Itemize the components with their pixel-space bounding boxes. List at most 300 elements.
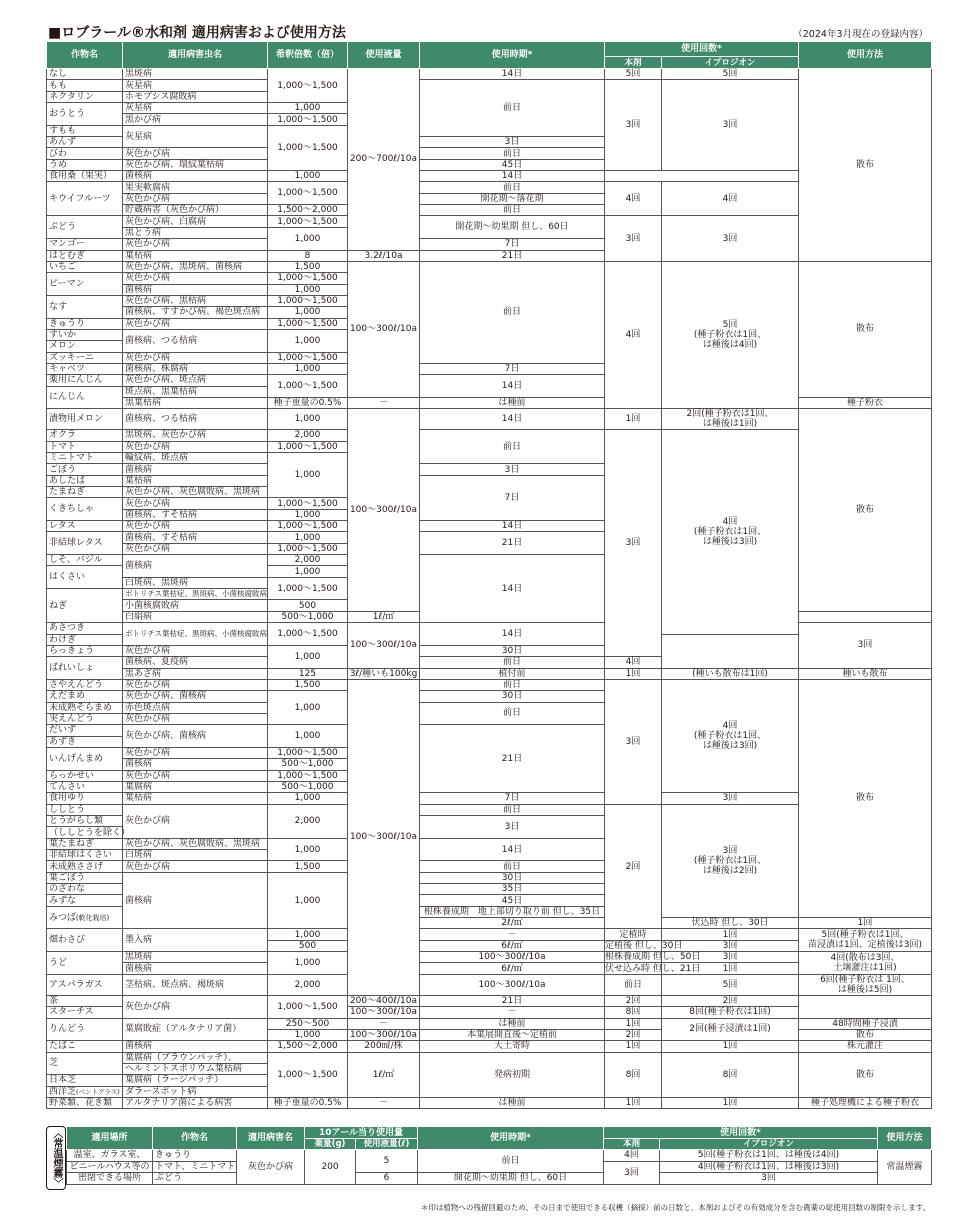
col-crop: 作物名 — [47, 42, 123, 69]
disease-cell: 黒斑病、灰色かび病 — [123, 430, 268, 441]
dilution-cell: 500～1,000 — [268, 781, 348, 792]
amount-cell: 1ℓ/㎡ — [348, 1052, 420, 1097]
timing-cell: 本葉展開直後～定植前 — [420, 1029, 605, 1040]
timing-cell: 21日 — [420, 532, 605, 555]
count-cell: 1回 — [605, 1018, 662, 1029]
disease-cell: 白斑病 — [123, 850, 268, 861]
disease-cell: ボトリチス葉枯症、黒斑病、小菌核腐敗病 — [123, 623, 268, 646]
ipro-text: 5回(種子粉衣は1回、 — [821, 930, 909, 941]
col-count-iprodione: イプロジオン — [662, 57, 799, 69]
amount-cell: 3.2ℓ/10a — [348, 250, 420, 261]
disease-cell: 菌核病、つる枯病 — [123, 329, 268, 352]
crop-cell: 食用桑（果実） — [47, 171, 123, 182]
timing-cell: 45日 — [420, 159, 605, 170]
fogging-table — [66, 1126, 932, 1185]
disease-cell: 灰星病 — [123, 103, 268, 114]
crop-cell: とうがらし類 — [47, 816, 123, 827]
dilution-cell: 1,000 — [268, 329, 348, 352]
crop-cell: 実えんどう — [47, 713, 123, 724]
timing-cell: は種前 — [420, 397, 605, 408]
dilution-cell: 1,000～1,500 — [268, 69, 348, 103]
dilution-cell: 1,000 — [268, 645, 348, 668]
timing-cell: 7日 — [420, 475, 605, 520]
sub-col-prod: 本剤 — [604, 1139, 660, 1150]
amount-cell: 100～300ℓ/10a — [348, 409, 420, 612]
timing-cell: 30日 — [420, 691, 605, 702]
disease-cell: 菌核病、株腐病 — [123, 363, 268, 374]
ipro-text: (種子粉衣は1回、 — [693, 330, 767, 341]
table-body — [47, 69, 932, 1109]
application-table — [46, 41, 932, 1109]
dilution-cell: 1,000 — [268, 509, 348, 520]
timing-cell: 植付前 — [420, 668, 605, 679]
page-title: ■ロブラール®水和剤 適用病害および使用方法 — [48, 25, 346, 41]
crop-cell: らっかせい — [47, 770, 123, 781]
amount-cell: 200～400ℓ/10a — [348, 995, 420, 1006]
dilution-cell: 1,500～2,000 — [268, 205, 348, 216]
method-cell: 48時間種子浸漬 — [799, 1018, 932, 1029]
count-cell: 2回 — [605, 995, 662, 1006]
timing-cell: 21日 — [420, 995, 605, 1006]
disease-cell: 灰色かび病 — [123, 498, 268, 509]
crop-cell: うど — [47, 952, 123, 975]
crop-cell: ばれいしょ — [47, 657, 123, 680]
ipro-cell: 3回 — [662, 793, 799, 804]
crop-cell: 日本芝 — [47, 1075, 123, 1086]
ipro-cell — [799, 974, 932, 995]
disease-cell: 灰色かび病 — [123, 273, 268, 284]
crop-cell: たまねぎ — [47, 487, 123, 498]
dilution-cell: 1,000～1,500 — [268, 273, 348, 284]
crop-cell: 芝 — [47, 1052, 123, 1075]
dilution-cell: 1,000～1,500 — [268, 577, 348, 600]
method-cell: 散布 — [799, 261, 932, 397]
disease-cell: 果実軟腐病 — [123, 182, 268, 193]
count-cell: 8回 — [605, 1007, 662, 1018]
dilution-cell: 1,500～2,000 — [268, 1041, 348, 1052]
dilution-cell: 1,000 — [268, 872, 348, 929]
timing-cell: 30日 — [420, 645, 605, 656]
dilution-cell: 1,000～1,500 — [268, 375, 348, 398]
method-cell: 散布 — [799, 1029, 932, 1040]
crop-cell: トマト — [47, 441, 123, 452]
timing-cell: 発病初期 — [420, 1052, 605, 1097]
dilution-cell: 種子重量の0.5% — [268, 397, 348, 408]
crop-cell: ズッキーニ — [47, 352, 123, 363]
count-cell: 2回 — [605, 1029, 662, 1040]
crop-cell: ごぼう — [47, 464, 123, 475]
timing-cell: 大土寄時 — [420, 1041, 605, 1052]
crop-cell: 漬物用メロン — [47, 409, 123, 430]
disease-cell: 灰色かび病 — [123, 679, 268, 690]
timing-cell: 14日 — [420, 409, 605, 430]
crop-cell: 薬用にんじん — [47, 375, 123, 386]
amount-cell: 3ℓ/種いも100kg — [348, 668, 420, 679]
crop-cell: おうとう — [47, 103, 123, 126]
ipro-cell: (種いも散布は1回) — [662, 668, 799, 679]
disease-cell: ヘルミントスポリウム葉枯病 — [123, 1063, 268, 1074]
ipro-cell — [662, 679, 799, 792]
ipro-cell — [662, 261, 799, 408]
disease-cell: 灰色かび病 — [123, 713, 268, 724]
ipro-cell: 1回 — [662, 1041, 799, 1052]
timing-cell: 開花期～幼果期 但し、60日 — [418, 1173, 604, 1185]
dilution-cell: 1,000 — [268, 409, 348, 430]
amount-cell: － — [348, 1097, 420, 1108]
crop-name: 西洋芝 — [49, 1086, 77, 1097]
ipro-cell — [799, 929, 932, 952]
ipro-text: は種後は5回) — [837, 984, 893, 995]
ipro-text: は種後は1回) — [702, 419, 758, 430]
disease-cell: 灰色かび病 — [123, 995, 268, 1018]
timing-cell: 前日 — [418, 1150, 604, 1173]
ipro-text: 3回 — [722, 845, 738, 856]
dilution-cell: 1,000 — [268, 227, 348, 250]
disease-cell: 葉腐病（ラージパッチ） — [123, 1075, 268, 1086]
ipro-text: 4回 — [722, 516, 738, 527]
footnote: ＊印は植物への残留回避のため、その日まで使用できる収穫（摘採）前の日数と、本剤およびその有効成分を含む農薬の総使用回数の制限を示します。 — [420, 1203, 930, 1212]
col-disease: 適用病害虫名 — [123, 42, 268, 69]
amount-cell: 6ℓ/㎡ — [420, 940, 605, 951]
disease-cell: アルタナリア菌による病害 — [123, 1097, 268, 1108]
disease-cell: 灰色かび病 — [123, 441, 268, 452]
ipro-text: 2回(種子粉衣は1回、 — [686, 409, 774, 420]
dilution-cell: 1,000～1,500 — [268, 295, 348, 306]
disease-cell: 灰色かび病 — [123, 193, 268, 204]
timing-cell: 根株養成期 地上部切り取り前 但し、35日 — [420, 906, 605, 917]
timing-cell: 前日 — [420, 861, 605, 872]
dilution-cell: 1,000 — [268, 532, 348, 543]
crop-cell: のざわな — [47, 884, 123, 895]
crop-cell: マンゴー — [47, 239, 123, 250]
amount-cell: 200～700ℓ/10a — [348, 69, 420, 251]
crop-cell: あさつき — [47, 623, 123, 634]
ipro-cell: 4回(種子粉衣は1回、は種後は3回) — [660, 1161, 878, 1173]
crop-note: (ベントグラス) — [76, 1087, 120, 1096]
ipro-text: 6回(種子粉衣は 1回、 — [820, 974, 910, 985]
timing-cell: 前日 — [420, 657, 605, 668]
dilution-cell: 1,000 — [268, 952, 348, 975]
dilution-cell: 1,000 — [268, 453, 348, 498]
crop-cell: きゅうり — [153, 1150, 237, 1162]
ipro-text: (種子粉衣は1回、 — [693, 731, 767, 742]
timing-cell: 3日 — [420, 816, 605, 839]
ipro-cell — [799, 952, 932, 975]
crop-cell: （ししとうを除く） — [47, 827, 123, 838]
timing-cell: 前日 — [420, 679, 605, 690]
dilution-cell: 1,000 — [268, 1029, 348, 1040]
count-cell: 1回 — [662, 929, 799, 940]
timing-cell: 伏込時 但し、30日 — [662, 918, 799, 929]
ipro-text: (種子粉衣は1回、 — [693, 855, 767, 866]
crop-cell: 非結球はくさい — [47, 850, 123, 861]
crop-cell: メロン — [47, 341, 123, 352]
timing-cell: 前日 — [420, 182, 605, 193]
dilution-cell: 1,000～1,500 — [268, 114, 348, 125]
crop-cell: びわ — [47, 148, 123, 159]
crop-cell: もも — [47, 80, 123, 91]
amount-cell: － — [348, 1018, 420, 1029]
col-timing: 使用時期* — [420, 42, 605, 69]
count-cell: 3回 — [605, 430, 662, 657]
crop-cell: レタス — [47, 521, 123, 532]
disease-cell: 灰色かび病、白腐病 — [123, 216, 268, 227]
disease-cell: 小菌核腐敗病 — [123, 600, 268, 611]
disease-cell: 黒とう病 — [123, 227, 268, 238]
timing-cell: 14日 — [420, 555, 605, 623]
disease-cell: 灰色かび病 — [123, 804, 268, 838]
count-cell: 4回 — [605, 657, 662, 668]
ipro-text: 4回(散布は3回、 — [830, 952, 900, 963]
crop-cell: はとむぎ — [47, 250, 123, 261]
timing-cell: 7日 — [420, 363, 605, 374]
dilution-cell: 1,000～1,500 — [268, 623, 348, 646]
sub-col-per: 10アール当り使用量 — [305, 1127, 418, 1139]
crop-cell: ピーマン — [47, 273, 123, 296]
timing-cell: 14日 — [420, 623, 605, 646]
dilution-cell: 1,000 — [268, 307, 348, 318]
ipro-cell — [662, 430, 799, 634]
dilution-cell: 8 — [268, 250, 348, 261]
crop-cell: なし — [47, 69, 123, 80]
crop-cell: スターチス — [47, 1007, 123, 1018]
crop-cell: らっきょう — [47, 645, 123, 656]
crop-cell: ぶどう — [153, 1173, 237, 1185]
ipro-cell: 3回 — [662, 80, 799, 171]
sub-col-crop: 作物名 — [153, 1127, 237, 1150]
disease-cell: 灰色かび病、黒枯病 — [123, 295, 268, 306]
crop-cell: 野菜類、花き類 — [47, 1097, 123, 1108]
disease-cell: 灰色かび病 — [237, 1150, 305, 1185]
disease-cell: 葉腐敗症（アルタナリア菌） — [123, 1018, 268, 1041]
disease-cell: ホモプシス腐敗病 — [123, 91, 268, 102]
timing-cell: 14日 — [420, 171, 605, 182]
crop-cell: ミニトマト — [47, 453, 123, 464]
ipro-text: は種後は3回) — [702, 741, 758, 752]
dilution-cell: 1,000～1,500 — [268, 747, 348, 758]
col-method: 使用方法 — [799, 42, 932, 69]
amount-cell: 200㎖/株 — [348, 1041, 420, 1052]
crop-cell: すいか — [47, 329, 123, 340]
timing-cell: 14日 — [420, 69, 605, 80]
crop-cell: 未成熟そらまめ — [47, 702, 123, 713]
dilution-cell: 250～500 — [268, 1018, 348, 1029]
dilution-cell: 1,000～1,500 — [268, 318, 348, 329]
amount-cell: 1ℓ/㎡ — [348, 611, 420, 622]
method-cell: 散布 — [799, 679, 932, 917]
ipro-cell: 2回 — [662, 995, 799, 1006]
method-cell: 種子粉衣 — [799, 397, 932, 408]
count-cell: 3回 — [662, 940, 799, 951]
disease-cell: 菌核病、すそ枯病 — [123, 509, 268, 520]
timing-cell: 7日 — [420, 793, 605, 804]
sub-col-method: 使用方法 — [878, 1127, 932, 1150]
crop-cell: すもも — [47, 125, 123, 136]
count-cell: 1回 — [605, 1097, 662, 1108]
ipro-cell: 8回 — [662, 1052, 799, 1097]
ipro-cell — [662, 409, 799, 430]
count-cell: 5回 — [662, 974, 799, 995]
dilution-cell: 種子重量の0.5% — [268, 1097, 348, 1108]
crop-cell: ぶどう — [47, 216, 123, 239]
crop-cell: いんげんまめ — [47, 747, 123, 770]
ipro-text: 苗浸漬は1回、定植後は3回) — [808, 940, 922, 951]
timing-cell: 3日 — [420, 137, 605, 148]
disease-cell: 葉枯病 — [123, 793, 268, 804]
dilution-cell: 1,000～1,500 — [268, 1052, 348, 1097]
col-amount: 使用液量 — [348, 42, 420, 69]
dilution-cell: 500～1,000 — [268, 759, 348, 770]
method-cell: 散布 — [799, 1052, 932, 1097]
method-cell: 散布 — [799, 409, 932, 612]
sub-col-count: 使用回数* — [604, 1127, 878, 1139]
disease-cell: 白斑病、黒斑病 — [123, 577, 268, 588]
timing-cell: 21日 — [420, 250, 605, 261]
crop-cell: しそ、バジル — [47, 555, 123, 566]
crop-cell — [47, 1086, 123, 1097]
count-cell: 4回 — [604, 1150, 660, 1162]
crop-cell: 非結球レタス — [47, 532, 123, 555]
disease-cell: 灰色かび病 — [123, 148, 268, 159]
ipro-cell: 3回 — [660, 1173, 878, 1185]
disease-cell: 菌核病、すすかび病、褐色斑点病 — [123, 307, 268, 318]
dilution-cell: 500 — [268, 600, 348, 611]
dilution-cell: 1,000～1,500 — [268, 182, 348, 205]
dilution-cell: 1,000 — [268, 725, 348, 748]
disease-cell: ダラースポット病 — [123, 1086, 268, 1097]
timing-cell: 14日 — [420, 521, 605, 532]
timing-cell: 根株養成期 但し、50日 — [605, 952, 701, 963]
crop-cell: たばこ — [47, 1041, 123, 1052]
crop-cell: えだまめ — [47, 691, 123, 702]
crop-cell: ししとう — [47, 804, 123, 815]
crop-cell: だいず — [47, 725, 123, 736]
count-cell: 3回 — [604, 1161, 660, 1184]
disease-cell: 葉腐病 — [123, 781, 268, 792]
disease-cell: 黒葉枯病 — [123, 397, 268, 408]
disease-cell: 菌核病 — [123, 464, 268, 475]
crop-cell: 畑わさび — [47, 929, 123, 952]
count-cell: 8回 — [605, 1052, 662, 1097]
crop-cell: さやえんどう — [47, 679, 123, 690]
disease-cell: 灰色かび病 — [123, 543, 268, 554]
ipro-cell: 4回 — [662, 182, 799, 216]
timing-cell: 開花期～落花期 — [420, 193, 605, 204]
fogging-side-label: 〈常温煙霧〉 — [46, 1126, 66, 1190]
dilution-cell: 1,000～1,500 — [268, 498, 348, 509]
crop-cell: 茶 — [47, 995, 123, 1006]
dilution-cell: 1,000～1,500 — [268, 352, 348, 363]
amount-cell: 100～300ℓ/10a — [348, 1029, 420, 1040]
disease-cell: 灰色かび病 — [123, 770, 268, 781]
amount-cell: 2ℓ/㎡ — [420, 918, 605, 929]
disease-cell: 葉枯病 — [123, 250, 268, 261]
crop-cell: 食用ゆり — [47, 793, 123, 804]
crop-cell: ねぎ — [47, 589, 123, 623]
crop-cell: きゅうり — [47, 318, 123, 329]
crop-cell: あしたば — [47, 475, 123, 486]
disease-cell: 白絹病 — [123, 611, 268, 622]
disease-cell: 灰色かび病、菌核病 — [123, 725, 268, 748]
dilution-cell: 1,000 — [268, 929, 348, 940]
ipro-cell — [662, 804, 799, 917]
disease-cell: 菌核病 — [123, 963, 268, 974]
dilution-cell: 1,000 — [268, 284, 348, 295]
sub-col-disease: 適用病害名 — [237, 1127, 305, 1150]
disease-cell: 貯蔵病害（灰色かび病） — [123, 205, 268, 216]
dilution-cell: 1,000 — [268, 363, 348, 374]
crop-cell: なす — [47, 295, 123, 318]
col-dilution: 希釈倍数（倍） — [268, 42, 348, 69]
crop-cell: いちご — [47, 261, 123, 272]
timing-cell: 開花期～幼果期 但し、60日 — [420, 216, 605, 239]
timing-cell: 30日 — [420, 872, 605, 883]
ipro-cell: 1回 — [662, 1097, 799, 1108]
sub-col-ipro: イプロジオン — [660, 1139, 878, 1150]
crop-note: (軟化栽培) — [75, 913, 110, 922]
ipro-cell: 5回 — [662, 69, 799, 80]
disease-cell: 黒斑病 — [123, 69, 268, 80]
count-cell: 3回 — [605, 216, 662, 261]
disease-cell: 墨入病 — [123, 929, 268, 952]
disease-cell: 葉枯病 — [123, 475, 268, 486]
ipro-text: は種後は4回) — [702, 340, 758, 351]
dilution-cell: 1,000～1,500 — [268, 521, 348, 532]
sub-col-timing: 使用時期* — [418, 1127, 604, 1150]
ipro-cell: 2回(種子浸漬は1回) — [662, 1018, 799, 1041]
disease-cell: 灰色かび病 — [123, 521, 268, 532]
crop-cell: てんさい — [47, 781, 123, 792]
crop-cell — [47, 906, 123, 929]
dilution-cell: 1,500 — [268, 261, 348, 272]
disease-cell: 灰色かび病 — [123, 747, 268, 758]
timing-cell: 3日 — [420, 464, 605, 475]
disease-cell: 灰色かび病 — [123, 352, 268, 363]
amount-cell: 100～300ℓ/10a — [348, 623, 420, 668]
crop-cell: あんず — [47, 137, 123, 148]
dilution-cell: 2,000 — [268, 430, 348, 441]
ipro-text: は種後は2回) — [702, 865, 758, 876]
disease-cell: 黒かび病 — [123, 114, 268, 125]
count-cell: 1回 — [605, 409, 662, 430]
sub-col-dose: 薬量(g) — [305, 1139, 356, 1150]
vol-cell: 5 — [356, 1150, 418, 1173]
disease-cell: 灰色かび病 — [123, 239, 268, 250]
ipro-text: 4回 — [722, 721, 738, 732]
disease-cell: 菌核病、すそ枯病 — [123, 532, 268, 543]
disease-cell: 灰色かび病、灰色腐敗病、黒斑病 — [123, 838, 268, 849]
disease-cell: 灰星病 — [123, 80, 268, 91]
disease-cell: 灰色かび病 — [123, 645, 268, 656]
count-cell: 4回 — [605, 182, 662, 216]
count-cell: 3回 — [662, 952, 799, 963]
disease-cell: 菌核病 — [123, 555, 268, 578]
place-cell: ビニールハウス等の — [67, 1161, 153, 1173]
method-cell: 種いも散布 — [799, 668, 932, 679]
disease-cell: 菌核病 — [123, 284, 268, 295]
dilution-cell: 500～1,000 — [268, 611, 348, 622]
timing-cell: は種前 — [420, 1018, 605, 1029]
crop-cell: りんどう — [47, 1018, 123, 1041]
disease-cell: 菌核病、つる枯病 — [123, 409, 268, 430]
disease-cell: 菌核病、夏疫病 — [123, 657, 268, 668]
crop-cell: 葉ごぼう — [47, 872, 123, 883]
method-cell: 種子処理機による種子粉衣 — [799, 1097, 932, 1108]
disease-cell: 灰色かび病、黒斑病、菌核病 — [123, 261, 268, 272]
dilution-cell: 1,500 — [268, 679, 348, 690]
amount-cell: 100～300ℓ/10a — [348, 261, 420, 397]
disease-cell: 灰色かび病、斑点病 — [123, 375, 268, 386]
